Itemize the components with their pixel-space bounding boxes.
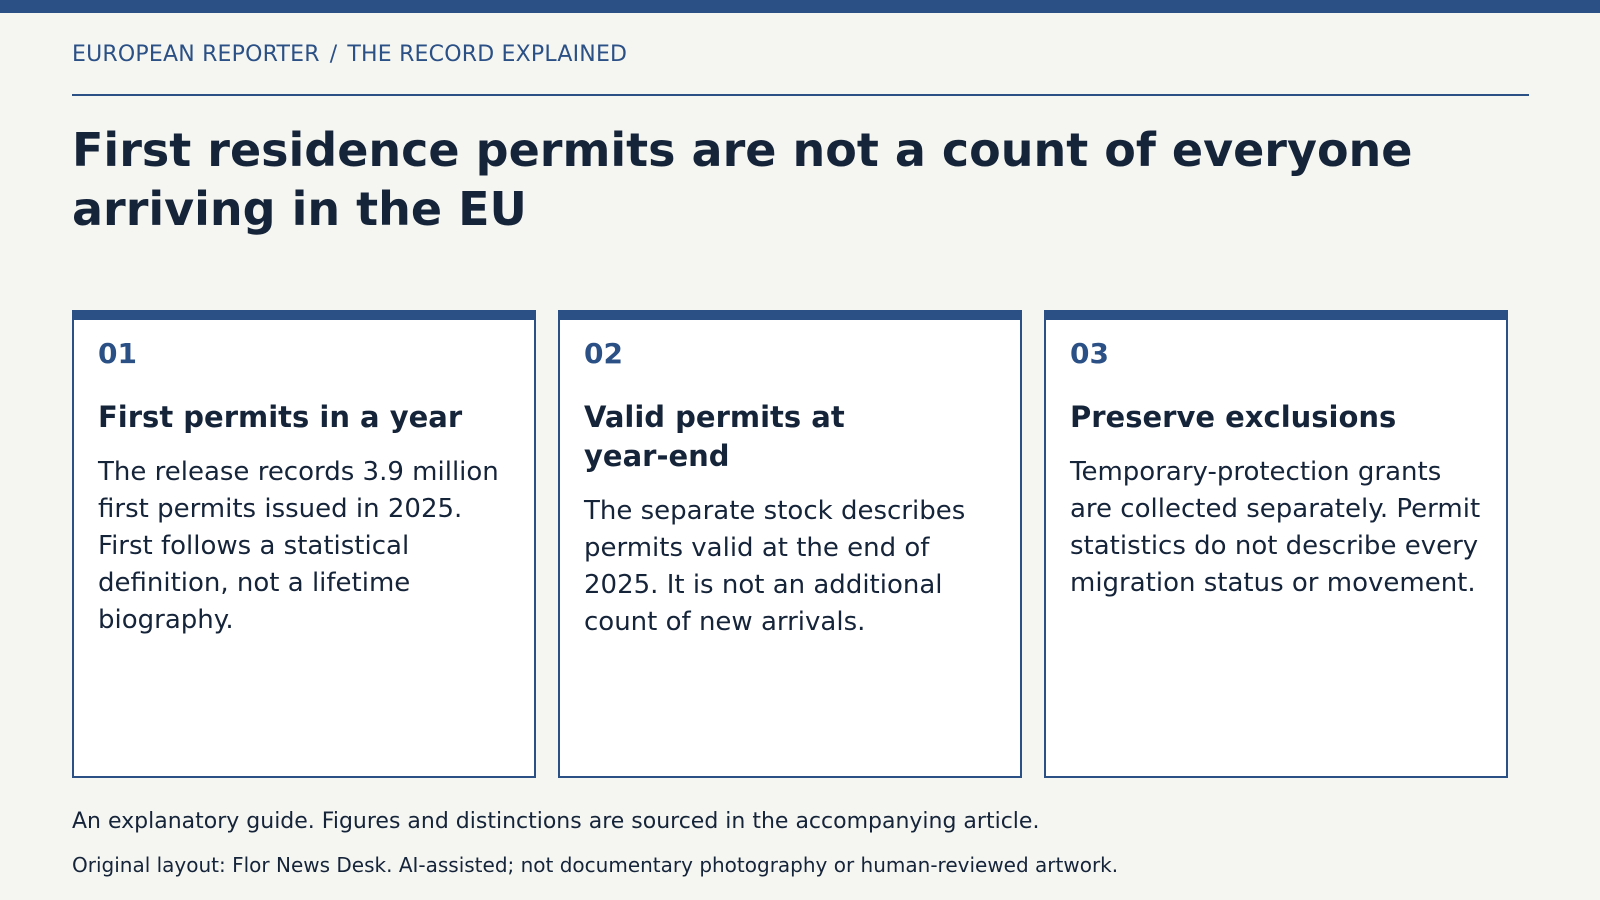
card-body: Temporary-protection grants are collected separately. Permit statistics do not describe every migration status or movement. xyxy=(1070,457,1481,598)
card-title: Preserve exclusions xyxy=(1070,400,1397,434)
credit-line: Original layout: Flor News Desk. AI-assisted; not documentary photography or human-reviewed artwork. xyxy=(72,853,1119,877)
card-title: Valid permits at year-end xyxy=(584,400,845,473)
card-body: The separate stock describes permits valid at the end of 2025. It is not an additional count of new arrivals. xyxy=(584,496,966,637)
footnote: An explanatory guide. Figures and distinctions are sourced in the accompanying article. xyxy=(72,809,1040,834)
explainer-card-1 xyxy=(72,310,536,778)
card-number: 03 xyxy=(1070,337,1109,370)
card-number: 01 xyxy=(98,337,137,370)
header-divider xyxy=(72,94,1529,96)
explainer-card-2 xyxy=(558,310,1022,778)
card-title: First permits in a year xyxy=(98,400,463,434)
page-title: First residence permits are not a count of everyone arriving in the EU xyxy=(72,123,1413,236)
breadcrumb-separator: / xyxy=(329,42,338,67)
explainer-cards xyxy=(72,310,1530,778)
breadcrumb-subsection[interactable]: THE RECORD EXPLAINED xyxy=(347,42,628,67)
top-accent-bar xyxy=(0,0,1600,13)
card-body: The release records 3.9 million first permits issued in 2025. First follows a statistical definition, not a lifetime biography. xyxy=(98,457,499,635)
card-number: 02 xyxy=(584,337,623,370)
breadcrumb xyxy=(72,42,627,67)
explainer-card-3 xyxy=(1044,310,1508,778)
breadcrumb-section[interactable]: EUROPEAN REPORTER xyxy=(72,42,320,67)
